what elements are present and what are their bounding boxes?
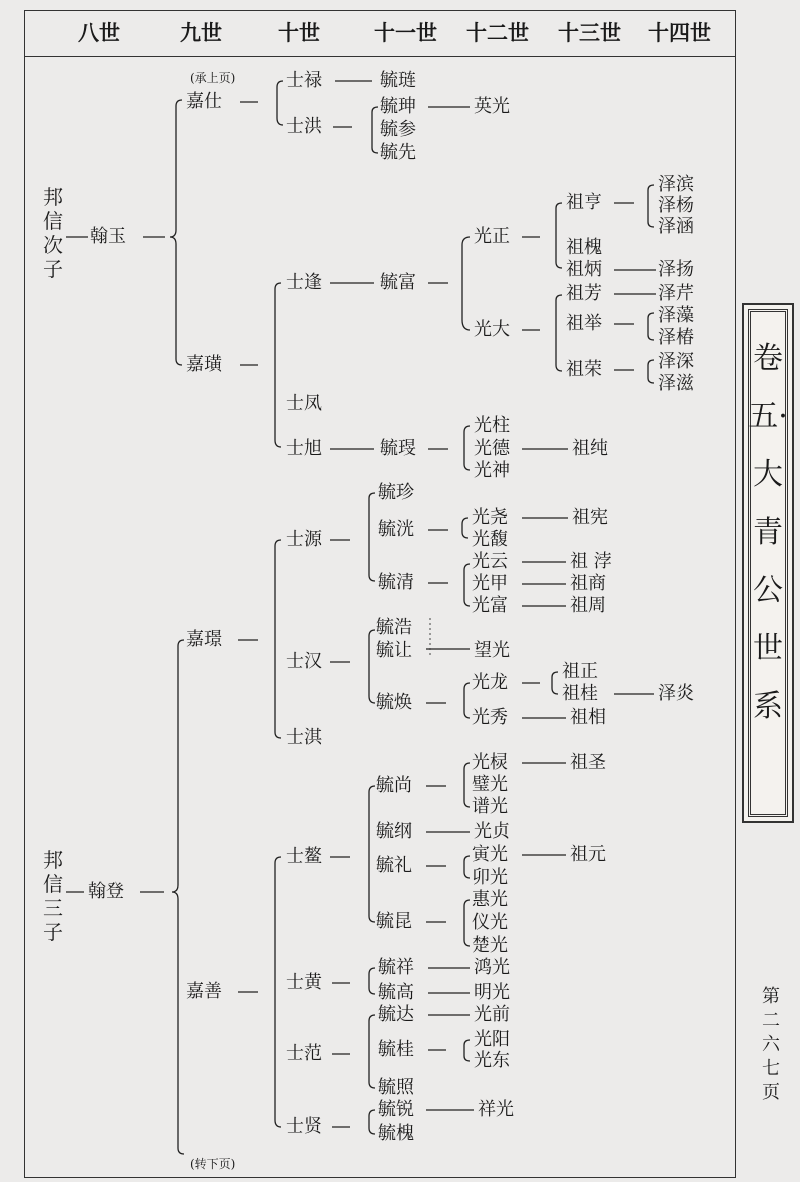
node-g21: 惠光 — [472, 889, 508, 910]
ancestor-bangxin-third: 邦信三子 — [43, 848, 63, 944]
node-shifeng2: 士凤 — [286, 393, 322, 414]
node-shilu: 士禄 — [286, 70, 322, 91]
continued-to-note: (转下页) — [190, 1157, 236, 1171]
node-l5: 毓富 — [380, 272, 416, 293]
header-gen-10: 十世 — [278, 20, 320, 45]
node-z15: 祖圣 — [570, 752, 606, 773]
node-z5: 祖举 — [566, 313, 602, 334]
node-shifan: 士范 — [286, 1043, 322, 1064]
node-l1: 毓琏 — [380, 70, 416, 91]
node-g12: 望光 — [474, 640, 510, 661]
node-z7: 祖纯 — [572, 438, 608, 459]
node-z6: 祖荣 — [566, 359, 602, 380]
node-jiashi: 嘉仕 — [186, 91, 222, 112]
node-l12: 毓焕 — [376, 692, 412, 713]
node-e7: 泽椿 — [658, 327, 694, 348]
node-l22: 毓锐 — [378, 1099, 414, 1120]
node-e5: 泽芹 — [658, 283, 694, 304]
node-e8: 泽深 — [658, 351, 694, 372]
node-jiahuan: 嘉璟 — [186, 629, 222, 650]
node-g1: 英光 — [474, 96, 510, 117]
node-jiaguang: 嘉璜 — [186, 354, 222, 375]
node-z1: 祖亨 — [566, 192, 602, 213]
node-e9: 泽滋 — [658, 373, 694, 394]
node-z14: 祖相 — [570, 707, 606, 728]
node-g13: 光龙 — [472, 672, 508, 693]
node-g17: 谱光 — [472, 796, 508, 817]
node-z12: 祖正 — [562, 661, 598, 682]
page-number: 第二六七页 — [762, 986, 780, 1103]
node-shiqi: 士淇 — [286, 727, 322, 748]
node-l3: 毓参 — [380, 119, 416, 140]
node-shixian: 士贤 — [286, 1116, 322, 1137]
ancestor-bangxin-second: 邦信次子 — [43, 185, 63, 281]
node-l6: 毓琝 — [380, 438, 416, 459]
node-handeng: 翰登 — [88, 881, 124, 902]
node-e3: 泽涵 — [658, 216, 694, 237]
node-z9: 祖 浡 — [570, 551, 612, 572]
node-g23: 楚光 — [472, 935, 508, 956]
node-l16: 毓昆 — [376, 911, 412, 932]
node-g3: 光大 — [474, 319, 510, 340]
node-g10: 光甲 — [472, 573, 508, 594]
node-g26: 光前 — [474, 1004, 510, 1025]
node-z11: 祖周 — [570, 595, 606, 616]
node-l2: 毓珅 — [380, 96, 416, 117]
node-e2: 泽杨 — [658, 195, 694, 216]
node-shifeng: 士逢 — [286, 272, 322, 293]
header-gen-13: 十三世 — [558, 20, 621, 45]
node-l17: 毓祥 — [378, 957, 414, 978]
node-e10: 泽炎 — [658, 683, 694, 704]
node-g2: 光正 — [474, 226, 510, 247]
node-z4: 祖芳 — [566, 283, 602, 304]
node-z10: 祖商 — [570, 573, 606, 594]
node-g8: 光馥 — [472, 529, 508, 550]
node-g9: 光云 — [472, 551, 508, 572]
node-l9: 毓清 — [378, 572, 414, 593]
node-l20: 毓桂 — [378, 1039, 414, 1060]
header-gen-14: 十四世 — [648, 20, 711, 45]
header-gen-8: 八世 — [78, 20, 120, 45]
node-g22: 仪光 — [472, 912, 508, 933]
node-z16: 祖元 — [570, 844, 606, 865]
node-z2: 祖槐 — [566, 237, 602, 258]
node-g25: 明光 — [474, 982, 510, 1003]
node-z3: 祖炳 — [566, 259, 602, 280]
header-gen-12: 十二世 — [466, 20, 529, 45]
node-z13: 祖桂 — [562, 683, 598, 704]
node-jiashan: 嘉善 — [186, 981, 222, 1002]
node-g29: 祥光 — [478, 1099, 514, 1120]
node-l18: 毓高 — [378, 982, 414, 1003]
node-l23: 毓槐 — [378, 1123, 414, 1144]
node-g6: 光神 — [474, 460, 510, 481]
node-g11: 光富 — [472, 595, 508, 616]
node-shiyuan: 士源 — [286, 529, 322, 550]
node-e4: 泽扬 — [658, 259, 694, 280]
node-l15: 毓礼 — [376, 855, 412, 876]
node-g20: 卯光 — [472, 867, 508, 888]
node-g5: 光德 — [474, 438, 510, 459]
node-shihan: 士汉 — [286, 651, 322, 672]
node-l10: 毓浩 — [376, 617, 412, 638]
node-g18: 光贞 — [474, 821, 510, 842]
node-g14: 光秀 — [472, 707, 508, 728]
node-hanyu: 翰玉 — [90, 226, 126, 247]
node-shihong: 士洪 — [286, 116, 322, 137]
node-g27: 光阳 — [474, 1029, 510, 1050]
node-g16: 璧光 — [472, 774, 508, 795]
node-g19: 寅光 — [472, 844, 508, 865]
node-g28: 光东 — [474, 1050, 510, 1071]
node-g4: 光柱 — [474, 415, 510, 436]
node-g15: 光棂 — [472, 752, 508, 773]
node-l7: 毓珍 — [378, 482, 414, 503]
continued-from-note: (承上页) — [190, 71, 236, 85]
node-l21: 毓照 — [378, 1077, 414, 1098]
node-l14: 毓纲 — [376, 821, 412, 842]
node-shihuang: 士黄 — [286, 972, 322, 993]
node-l4: 毓先 — [380, 142, 416, 163]
node-l8: 毓洸 — [378, 519, 414, 540]
node-z8: 祖宪 — [572, 507, 608, 528]
node-g24: 鸿光 — [474, 957, 510, 978]
node-e6: 泽藻 — [658, 305, 694, 326]
node-shixu: 士旭 — [286, 438, 322, 459]
node-g7: 光尧 — [472, 507, 508, 528]
node-e1: 泽滨 — [658, 174, 694, 195]
node-l13: 毓尚 — [376, 775, 412, 796]
header-gen-11: 十一世 — [374, 20, 437, 45]
node-l19: 毓达 — [378, 1004, 414, 1025]
node-shiao: 士鳌 — [286, 846, 322, 867]
node-l11: 毓让 — [376, 640, 412, 661]
header-gen-9: 九世 — [180, 20, 222, 45]
volume-title: 卷五·大青公世系 — [748, 341, 788, 724]
